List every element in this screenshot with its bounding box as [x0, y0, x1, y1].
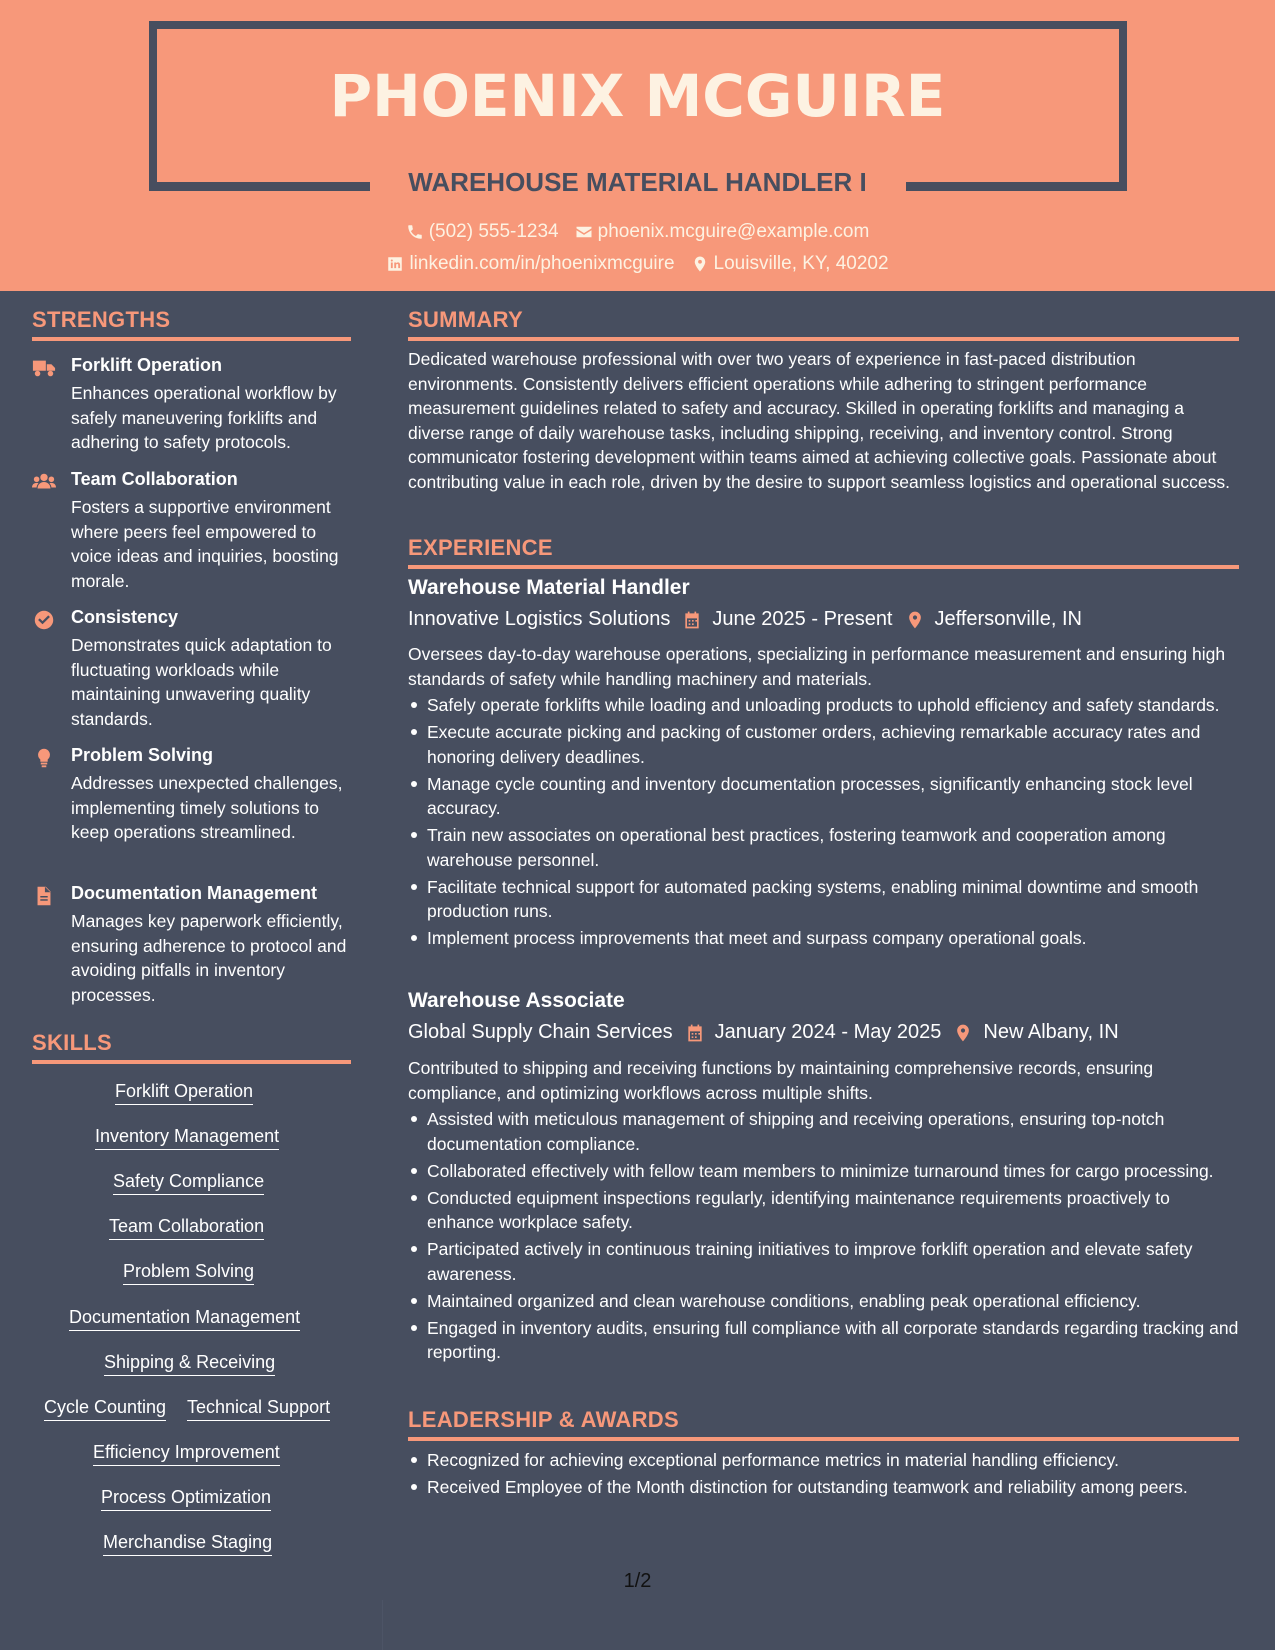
- map-pin-icon: [953, 1023, 973, 1043]
- contact-linkedin[interactable]: [386, 253, 674, 275]
- page-number: 1/2: [623, 1570, 652, 1592]
- map-pin-icon: [691, 255, 709, 273]
- job-company: Global Supply Chain Services: [408, 1021, 673, 1043]
- skill-tag: Documentation Management: [69, 1306, 300, 1331]
- strength-title: Consistency: [71, 607, 179, 627]
- strength-title: Problem Solving: [71, 745, 214, 765]
- job-bullet: Maintained organized and clean warehouse conditions, enabling peak operational efficiency.: [408, 1289, 1240, 1314]
- lightbulb-icon: [32, 747, 56, 769]
- skill-tag: Efficiency Improvement: [93, 1441, 280, 1466]
- resume-header: [0, 0, 1275, 291]
- job-bullet: Participated actively in continuous training initiatives to improve forklift operation and elevate safety awareness.: [408, 1237, 1240, 1286]
- strength-item: [32, 883, 352, 1007]
- strength-description: Fosters a supportive environment where peers feel empowered to voice ideas and inquiries, boosting morale.: [71, 497, 339, 591]
- calendar-icon: [682, 610, 702, 630]
- column-divider: [382, 1600, 383, 1650]
- skill-tag: Forklift Operation: [115, 1080, 253, 1105]
- strength-title: Documentation Management: [71, 883, 318, 903]
- skill-tag: Shipping & Receiving: [104, 1351, 275, 1376]
- job-description: Oversees day-to-day warehouse operations, specializing in performance measurement and ensuring high standards of safety while handling machinery and materials.: [408, 644, 1226, 689]
- truck-icon: [32, 357, 56, 379]
- strength-item: [32, 469, 352, 593]
- job-bullet: Facilitate technical support for automated packing systems, enabling minimal downtime and smooth production runs.: [408, 875, 1240, 924]
- job-meta: [408, 608, 1082, 631]
- job-bullet: Train new associates on operational best practices, fostering teamwork and cooperation among warehouse personnel.: [408, 823, 1240, 872]
- skill-tag: Safety Compliance: [113, 1170, 264, 1195]
- skill-tag: Merchandise Staging: [103, 1531, 272, 1556]
- check-circle-icon: [32, 609, 56, 631]
- awards-bullet-list: [408, 1448, 1240, 1502]
- summary-rule: [408, 337, 1239, 341]
- skill-tag: Team Collaboration: [109, 1215, 264, 1240]
- contact-row-1: [0, 221, 1275, 243]
- job-description: Contributed to shipping and receiving functions by maintaining comprehensive records, ensuring compliance, and optimizing workflows across multiple shifts.: [408, 1058, 1154, 1103]
- linkedin-text: linkedin.com/in/phoenixmcguire: [409, 253, 675, 274]
- awards-rule: [408, 1437, 1239, 1441]
- job-title: Warehouse Material Handler: [408, 576, 690, 599]
- skill-tag: Technical Support: [187, 1396, 330, 1421]
- email-text: phoenix.mcguire@example.com: [597, 221, 870, 242]
- strength-title: Team Collaboration: [71, 469, 238, 489]
- skills-rule: [32, 1060, 351, 1064]
- experience-heading: EXPERIENCE: [408, 535, 553, 560]
- candidate-name: PHOENIX MCGUIRE: [329, 62, 946, 130]
- strength-description: Demonstrates quick adaptation to fluctuating workloads while maintaining unwavering quality standards.: [71, 635, 332, 729]
- job-location: New Albany, IN: [983, 1021, 1119, 1043]
- contact-row-2: [0, 253, 1275, 275]
- awards-heading: LEADERSHIP & AWARDS: [408, 1407, 679, 1432]
- job-meta: [408, 1021, 1119, 1044]
- phone-text: (502) 555-1234: [428, 221, 559, 242]
- job-bullet: Assisted with meticulous management of shipping and receiving operations, ensuring top-notch documentation compliance.: [408, 1107, 1240, 1156]
- users-icon: [32, 471, 56, 493]
- strength-description: Manages key paperwork efficiently, ensuring adherence to protocol and avoiding pitfalls in inventory processes.: [71, 911, 347, 1005]
- job-bullet: Conducted equipment inspections regularly, identifying maintenance requirements proactively to enhance workplace safety.: [408, 1186, 1240, 1235]
- envelope-icon: [575, 223, 593, 241]
- strength-title: Forklift Operation: [71, 355, 223, 375]
- award-bullet: Received Employee of the Month distinction for outstanding teamwork and reliability among peers.: [408, 1475, 1240, 1500]
- strengths-heading: STRENGTHS: [32, 307, 171, 332]
- job-bullet-list: [408, 1107, 1240, 1367]
- skill-tag: Process Optimization: [101, 1486, 271, 1511]
- skill-tag: Problem Solving: [123, 1260, 254, 1285]
- job-bullet: Execute accurate picking and packing of customer orders, achieving remarkable accuracy rates and honoring delivery deadlines.: [408, 720, 1240, 769]
- job-title: Warehouse Associate: [408, 989, 625, 1012]
- strength-item: [32, 355, 352, 455]
- job-bullet: Implement process improvements that meet and surpass company operational goals.: [408, 926, 1240, 951]
- experience-rule: [408, 565, 1239, 569]
- job-bullet: Safely operate forklifts while loading and unloading products to uphold efficiency and safety standards.: [408, 693, 1240, 718]
- job-dates: June 2025 - Present: [712, 608, 893, 630]
- job-company: Innovative Logistics Solutions: [408, 608, 671, 630]
- candidate-job-title: WAREHOUSE MATERIAL HANDLER I: [408, 167, 867, 197]
- job-location: Jeffersonville, IN: [934, 608, 1082, 630]
- skill-tag: Inventory Management: [95, 1125, 279, 1150]
- phone-icon: [406, 223, 424, 241]
- contact-location: [691, 253, 889, 275]
- map-pin-icon: [905, 610, 925, 630]
- summary-heading: SUMMARY: [408, 307, 523, 332]
- strength-item: [32, 745, 352, 869]
- calendar-icon: [685, 1023, 705, 1043]
- summary-text: Dedicated warehouse professional with over two years of experience in fast-paced distribution environments. Consistently delivers efficient operations while adhering to stringent performance measurement guidelines related to safety and accuracy. Skilled in operating forklifts and managing a diverse range of daily warehouse tasks, including shipping, receiving, and inventory control. Strong communicator fostering development within teams aimed at achieving collective goals. Passionate about contributing value in each role, driven by the desire to support seamless logistics and operational success.: [408, 349, 1230, 492]
- document-icon: [32, 885, 56, 907]
- contact-phone[interactable]: [406, 221, 559, 243]
- job-bullet: Manage cycle counting and inventory documentation processes, significantly enhancing stock level accuracy.: [408, 772, 1240, 821]
- strength-description: Addresses unexpected challenges, implementing timely solutions to keep operations streamlined.: [71, 773, 343, 842]
- award-bullet: Recognized for achieving exceptional performance metrics in material handling efficiency.: [408, 1448, 1240, 1473]
- strength-item: [32, 607, 352, 731]
- job-dates: January 2024 - May 2025: [714, 1021, 942, 1043]
- job-bullet: Collaborated effectively with fellow team members to minimize turnaround times for cargo processing.: [408, 1159, 1240, 1184]
- strengths-rule: [32, 337, 351, 341]
- skills-heading: SKILLS: [32, 1030, 113, 1055]
- skill-tag: Cycle Counting: [44, 1396, 166, 1421]
- job-bullet: Engaged in inventory audits, ensuring full compliance with all corporate standards regarding tracking and reporting.: [408, 1316, 1240, 1365]
- strength-description: Enhances operational workflow by safely maneuvering forklifts and adhering to safety protocols.: [71, 383, 337, 452]
- linkedin-icon: [386, 255, 404, 273]
- job-bullet-list: [408, 693, 1240, 953]
- location-text: Louisville, KY, 40202: [713, 253, 889, 274]
- contact-email[interactable]: [575, 221, 870, 243]
